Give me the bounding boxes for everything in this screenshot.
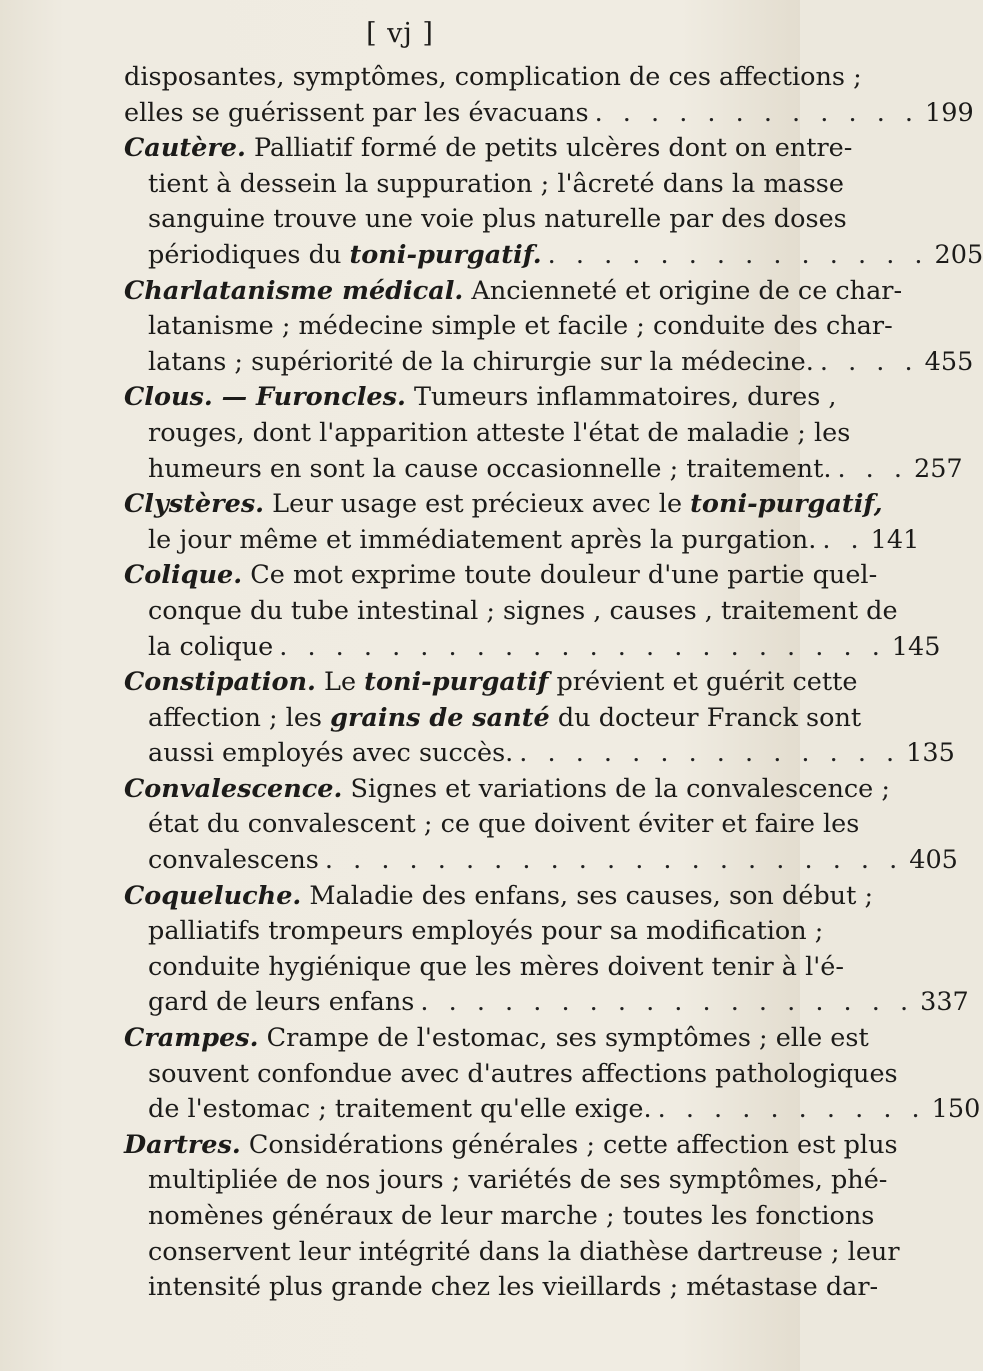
entry-body: intensité plus grande chez les vieillards ; métastase dar-	[148, 1272, 879, 1303]
leader-dots: . . . . . . . . . . . . . .	[547, 239, 929, 270]
entry-body: tient à dessein la suppuration ; l'âcreté dans la masse	[148, 168, 844, 199]
entry-text	[124, 96, 589, 132]
entry-text	[148, 843, 319, 879]
entry-body: palliatifs trompeurs employés pour sa modification ;	[148, 916, 824, 947]
entry-body: Considérations générales ; cette affection est plus	[240, 1129, 898, 1160]
index-entry	[124, 487, 920, 558]
entry-body: périodiques du	[148, 239, 350, 270]
entry-text	[148, 916, 823, 946]
entry-text	[124, 667, 857, 697]
index-entry	[124, 380, 963, 487]
entry-line	[124, 594, 898, 630]
entry-line	[124, 1021, 869, 1057]
entry-line	[124, 1057, 898, 1093]
entry-text	[148, 169, 844, 199]
entry-body: Ce mot exprime toute douleur d'une partie quel-	[242, 560, 878, 591]
entry-body: Ancienneté et origine de ce char-	[463, 275, 903, 306]
leader-dots: . . . . . . . . . . . . . .	[519, 738, 901, 769]
entry-text	[148, 204, 847, 234]
entry-body: elles se guérissent par les évacuans	[124, 97, 589, 128]
entry-line	[124, 630, 941, 666]
entry-body: affection ; les	[148, 702, 331, 733]
entry-line	[124, 238, 983, 274]
entry-text	[148, 703, 861, 733]
entry-text	[148, 985, 414, 1021]
entry-line	[124, 452, 963, 488]
entry-term: Coqueluche.	[124, 880, 302, 911]
entry-text	[124, 1023, 869, 1053]
entry-line	[124, 487, 883, 523]
entry-body: Tumeurs inflammatoires, dures ,	[405, 382, 837, 413]
entry-text	[148, 1059, 898, 1089]
page-number: 135	[906, 738, 955, 769]
entry-text	[124, 774, 890, 804]
entry-line	[124, 985, 969, 1021]
page-number: 257	[913, 453, 963, 484]
entry-line	[124, 60, 862, 96]
entry-line	[124, 345, 974, 381]
leader-dots: . . . . . . . . . . . . . . . . . . . . . .	[279, 631, 886, 662]
entry-body: humeurs en sont la cause occasionnelle ; traitement.	[148, 453, 832, 484]
entry-body: conservent leur intégrité dans la diathèse dartreuse ; leur	[148, 1236, 900, 1267]
entry-line	[124, 1270, 879, 1306]
index-entry	[124, 665, 955, 772]
entry-line	[124, 1163, 888, 1199]
entry-text	[148, 630, 273, 666]
entry-line	[124, 772, 890, 808]
entry-body: conque du tube intestinal ; signes , causes , traitement de	[148, 595, 898, 626]
entry-term: Convalescence.	[124, 773, 343, 804]
entry-text	[124, 489, 883, 519]
entry-body: Leur usage est précieux avec le	[264, 489, 691, 520]
entry-term: Clystères.	[124, 489, 265, 520]
entry-term: Constipation.	[124, 667, 316, 698]
entry-body: rouges, dont l'apparition atteste l'état de maladie ; les	[148, 417, 851, 448]
leader-dots: . . . . . . . . . . . .	[594, 97, 920, 128]
index-entry	[124, 1021, 981, 1128]
entry-text	[124, 62, 862, 92]
entry-text	[148, 1092, 652, 1128]
entry-text	[124, 276, 902, 306]
entry-text	[148, 452, 831, 488]
entry-body: Signes et variations de la convalescence ;	[342, 773, 890, 804]
entry-text	[124, 133, 852, 163]
page-number: 205	[934, 239, 983, 270]
entry-line	[124, 131, 853, 167]
entry-body-after: du docteur Franck sont	[549, 702, 862, 733]
entry-body: Maladie des enfans, ses causes, son début ;	[301, 880, 874, 911]
entry-text	[148, 736, 513, 772]
entry-text	[148, 1272, 878, 1302]
entry-line	[124, 736, 955, 772]
entry-line	[124, 309, 893, 345]
entry-text	[148, 311, 893, 341]
index-entry	[124, 60, 974, 131]
leader-dots: . . . . . . . . . . . . . . . . . .	[420, 987, 915, 1018]
entry-text	[148, 238, 542, 274]
entry-text	[148, 596, 898, 626]
entry-text	[148, 1237, 900, 1267]
index-entry	[124, 772, 958, 879]
entry-term: Clous. — Furoncles.	[124, 382, 406, 413]
entry-body: multipliée de nos jours ; variétés de ses symptômes, phé-	[148, 1165, 888, 1196]
entry-body: le jour même et immédiatement après la purgation.	[148, 524, 817, 555]
entry-body: latans ; supériorité de la chirurgie sur la médecine.	[148, 346, 814, 377]
leader-dots: . . . . . . . . . . . . . . . . . . . . .	[324, 845, 904, 876]
entry-line	[124, 879, 874, 915]
entry-text	[148, 809, 859, 839]
entry-line	[124, 1092, 981, 1128]
entry-line	[124, 523, 920, 559]
entry-line	[124, 950, 844, 986]
entry-term: Dartres.	[124, 1129, 241, 1160]
entry-body: de l'estomac ; traitement qu'elle exige.	[148, 1094, 652, 1125]
index-entry	[124, 879, 969, 1021]
leader-dots: . . .	[837, 453, 908, 484]
entry-line	[124, 558, 878, 594]
entry-body: nomènes généraux de leur marche ; toutes les fonctions	[148, 1201, 875, 1231]
index-entry	[124, 131, 983, 273]
entry-line	[124, 1235, 900, 1271]
leader-dots: . .	[822, 524, 865, 555]
entry-term: Charlatanisme médical.	[124, 275, 464, 306]
entry-line	[124, 167, 844, 203]
entry-line	[124, 1199, 875, 1235]
entry-body: Crampe de l'estomac, ses symptômes ; elle est	[258, 1023, 869, 1054]
entry-term: Crampes.	[124, 1023, 259, 1054]
entry-line	[124, 701, 862, 737]
entry-text	[148, 1165, 887, 1195]
entry-body-after: prévient et guérit cette	[548, 667, 858, 698]
entry-line	[124, 202, 847, 238]
entry-body: latanisme ; médecine simple et facile ; conduite des char-	[148, 311, 893, 342]
entry-body: la colique	[148, 631, 274, 662]
page-header: [ vj ]	[366, 18, 434, 49]
entry-body: conduite hygiénique que les mères doivent tenir à l'é-	[148, 951, 844, 982]
entry-text	[148, 418, 850, 448]
entry-text	[148, 345, 814, 381]
entry-line	[124, 380, 837, 416]
entry-line	[124, 843, 958, 879]
entry-line	[124, 807, 860, 843]
entry-line	[124, 665, 858, 701]
page-number: 150	[931, 1094, 981, 1125]
entry-italic: toni-purgatif.	[349, 239, 542, 270]
entry-italic: toni-purgatif,	[690, 489, 883, 520]
entry-body: convalescens	[148, 845, 319, 876]
entry-line	[124, 96, 974, 132]
entry-term: Colique.	[124, 560, 243, 591]
entry-text	[124, 881, 873, 911]
entry-body: souvent confondue avec d'autres affections pathologiques	[148, 1058, 898, 1089]
entry-text	[148, 952, 844, 982]
page-number: 405	[909, 845, 958, 876]
entry-body: aussi employés avec succès.	[148, 738, 514, 769]
entry-italic: grains de santé	[330, 702, 550, 733]
entry-line	[124, 914, 824, 950]
entry-line	[124, 1128, 898, 1164]
index-entry	[124, 1128, 900, 1306]
entry-body: état du convalescent ; ce que doivent éviter et faire les	[148, 809, 860, 840]
entry-body: gard de leurs enfans	[148, 987, 415, 1018]
entry-text	[148, 523, 816, 559]
entry-text	[124, 382, 837, 412]
page-number: 455	[924, 346, 974, 377]
entry-term: Cautère.	[124, 133, 246, 164]
entry-body: Le	[315, 667, 365, 698]
leader-dots: . . . .	[819, 346, 919, 377]
index-entry	[124, 558, 941, 665]
index-entry	[124, 274, 974, 381]
entry-text	[148, 1201, 874, 1231]
leader-dots: . . . . . . . . . .	[657, 1094, 926, 1125]
entry-body: disposantes, symptômes, complication de ces affections ;	[124, 62, 862, 92]
entry-text	[124, 1130, 898, 1160]
page-number: 141	[870, 524, 920, 555]
entry-line	[124, 416, 851, 452]
entry-body: sanguine trouve une voie plus naturelle par des doses	[148, 204, 847, 235]
entry-italic: toni-purgatif	[364, 667, 549, 698]
page-number: 337	[920, 987, 969, 1018]
entry-text	[124, 560, 877, 590]
entry-body: Palliatif formé de petits ulcères dont on entre-	[245, 133, 853, 164]
entry-line	[124, 274, 903, 310]
index-entries	[124, 60, 983, 1306]
page-number: 145	[891, 631, 941, 662]
page-number: 199	[925, 97, 974, 128]
